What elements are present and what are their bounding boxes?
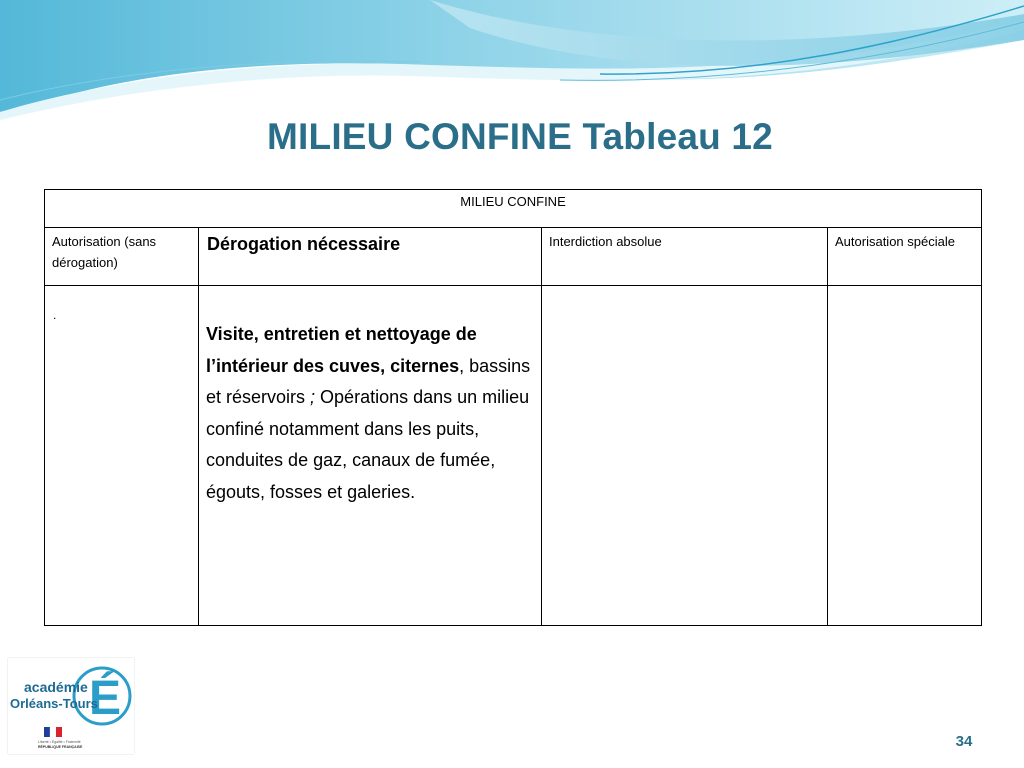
logo-republic: RÉPUBLIQUE FRANÇAISE xyxy=(38,745,83,749)
header-wave-decoration xyxy=(0,0,1024,130)
academie-orleans-tours-logo xyxy=(8,658,134,754)
cell-interdiction xyxy=(542,286,828,626)
svg-text:ˊ: ˊ xyxy=(30,658,35,667)
logo-letter: É xyxy=(89,672,122,725)
cell-autorisation-speciale xyxy=(828,286,982,626)
academie-logo-graphic xyxy=(8,658,134,754)
cell-derogation-text: , bassins et réservoirs xyxy=(206,355,531,407)
milieu-confine-table xyxy=(44,189,982,626)
column-header-autorisation-speciale: Autorisation spéciale xyxy=(828,228,982,286)
column-header-autorisation: Autorisation (sans dérogation) xyxy=(45,228,199,286)
column-header-interdiction: Interdiction absolue xyxy=(542,228,828,286)
cell-derogation xyxy=(199,286,542,626)
table-row xyxy=(45,286,982,626)
cell-derogation-bold: Visite, entretien et nettoyage de l’intérieur des cuves, citernes xyxy=(206,324,477,376)
logo-motto: Liberté • Égalité • Fraternité xyxy=(38,740,81,744)
cell-derogation-tail: Opérations dans un milieu confiné notamment dans les puits, conduites de gaz, canaux de fumée, égouts, fosses et galeries. xyxy=(206,387,530,502)
column-header-derogation: Dérogation nécessaire xyxy=(199,228,542,286)
slide-title: MILIEU CONFINE Tableau 12 xyxy=(267,116,773,157)
logo-line1: académie xyxy=(24,679,88,695)
table-header: MILIEU CONFINE xyxy=(45,190,982,228)
logo-line2: Orléans-Tours xyxy=(10,696,98,711)
page-number: 34 xyxy=(955,733,973,750)
cell-autorisation: . xyxy=(45,286,199,626)
cell-derogation-semicolon: ; xyxy=(310,387,316,407)
